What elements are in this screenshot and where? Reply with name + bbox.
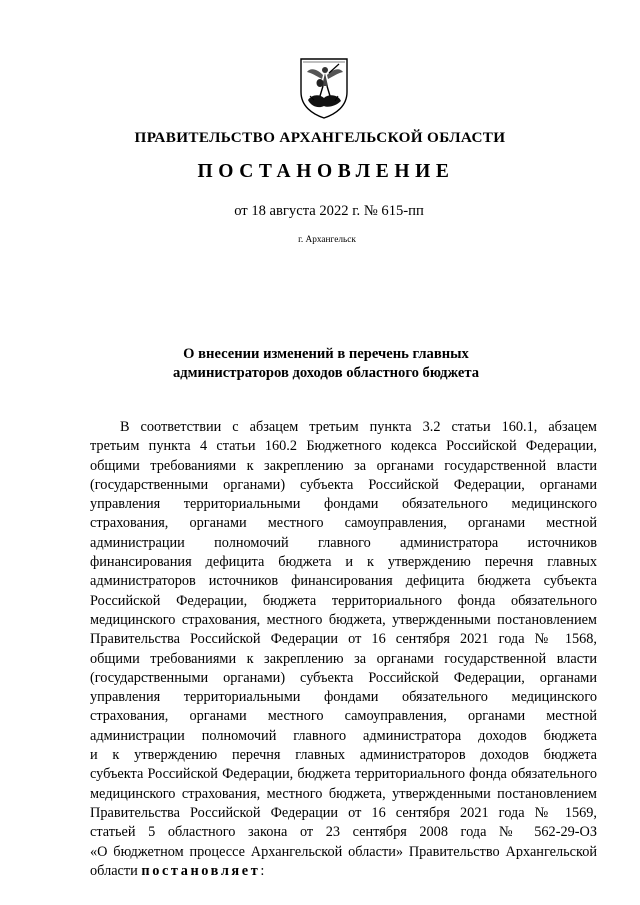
body-line: финансирования дефицита бюджета и к утверждению перечня главных (90, 554, 597, 571)
subject-line: администраторов доходов областного бюджета (172, 365, 480, 381)
decree-verb: постановляет (141, 862, 261, 879)
body-line: страхования, органами местного самоуправления, органами местной (90, 708, 597, 725)
body-line: управления территориальными фондами обязательного медицинского (90, 689, 597, 706)
body-line: медицинского страхования, местного бюджета, утвержденными постановлением (90, 611, 597, 628)
body-line: (государственными органами) субъекта Российской Федерации, органами (90, 669, 597, 686)
body-line: субъекта Российской Федерации, бюджета территориального фонда обязательного (90, 766, 597, 783)
body-line: Правительства Российской Федерации от 16 сентября 2021 года № 1569, (90, 804, 597, 821)
body-line: медицинского страхования, местного бюджета, утвержденными постановлением (90, 785, 597, 802)
body-line: третьим пункта 4 статьи 160.2 Бюджетного кодекса Российской Федерации, (90, 438, 597, 455)
coat-of-arms-icon (298, 56, 350, 120)
closing-prefix: области (90, 862, 138, 879)
closing-suffix: : (260, 862, 265, 879)
body-line: администрации полномочий главного администратора источников (90, 534, 597, 551)
body-line: Правительства Российской Федерации от 16 сентября 2021 года № 1568, (90, 631, 597, 648)
body-line: «О бюджетном процессе Архангельской области» Правительство Архангельской (90, 843, 597, 860)
document-city: г. Архангельск (298, 235, 356, 245)
subject-line: О внесении изменений в перечень главных (183, 346, 469, 362)
document-subject (0, 345, 640, 383)
document-body (90, 418, 597, 881)
body-line: администраторов источников финансирования дефицита бюджета субъекта (90, 573, 597, 590)
body-line: (государственными органами) субъекта Российской Федерации, органами (90, 476, 597, 493)
document-date-number: от 18 августа 2022 г. № 615-пп (234, 203, 424, 219)
body-line: статьей 5 областного закона от 23 сентября 2008 года № 562-29-ОЗ (90, 824, 597, 841)
body-line: В соответствии с абзацем третьим пункта 3.2 статьи 160.1, абзацем (120, 419, 597, 435)
body-line: администрации полномочий главного администратора доходов бюджета (90, 727, 597, 744)
organization-name: ПРАВИТЕЛЬСТВО АРХАНГЕЛЬСКОЙ ОБЛАСТИ (134, 129, 506, 146)
body-line: общими требованиями к закреплению за органами государственной власти (90, 650, 597, 667)
body-closing-line (90, 862, 597, 881)
body-line: общими требованиями к закреплению за органами государственной власти (90, 457, 597, 474)
body-line: страхования, органами местного самоуправления, органами местной (90, 515, 597, 532)
body-line: Российской Федерации, бюджета территориального фонда обязательного (90, 592, 597, 609)
body-line: управления территориальными фондами обязательного медицинского (90, 496, 597, 513)
document-type-title: ПОСТАНОВЛЕНИЕ (197, 161, 455, 182)
body-line: и к утверждению перечня главных администраторов доходов бюджета (90, 747, 597, 764)
